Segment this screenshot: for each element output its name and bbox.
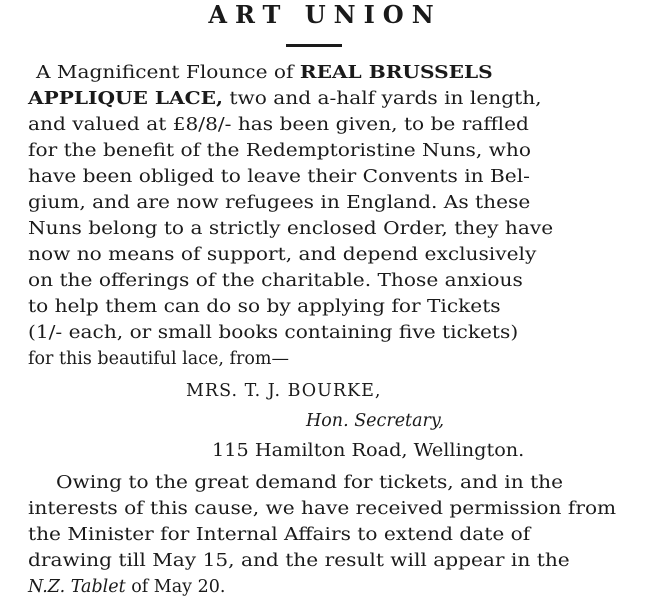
appeal-text: REAL BRUSSELS: [299, 63, 493, 83]
appeal-text: A Magnificent Flounce of: [36, 63, 300, 83]
appeal-line: [28, 348, 289, 370]
contact-role: Hon. Secretary,: [306, 411, 445, 431]
appeal-line: [28, 166, 530, 188]
appeal-text: for this beautiful lace, from—: [28, 349, 289, 369]
appeal-text: for the benefit of the Redemptoristine Nuns, who: [28, 141, 531, 161]
appeal-line: [28, 322, 518, 344]
heading-rule: [286, 44, 342, 47]
appeal-text: have been obliged to leave their Convents in Bel-: [28, 167, 530, 187]
appeal-line: [28, 244, 536, 266]
notice-text: drawing till May 15, and the result will appear in the: [28, 551, 570, 571]
appeal-line: [28, 88, 542, 110]
notice-text: the Minister for Internal Affairs to extend date of: [28, 525, 531, 545]
notice-heading: ART UNION: [208, 0, 442, 29]
appeal-line: [36, 62, 493, 84]
appeal-text: now no means of support, and depend exclusively: [28, 245, 537, 265]
appeal-line: [28, 192, 530, 214]
appeal-line: [28, 296, 501, 318]
notice-line: [28, 576, 225, 598]
notice-line: [28, 550, 570, 572]
notice-text: N.Z. Tablet: [28, 577, 126, 597]
appeal-line: [28, 114, 529, 136]
appeal-text: Nuns belong to a strictly enclosed Order, they have: [28, 219, 554, 239]
notice-text: Owing to the great demand for tickets, and in the: [56, 473, 564, 493]
notice-line: [28, 498, 616, 520]
appeal-line: [28, 218, 553, 240]
appeal-line: [28, 140, 531, 162]
notice-line: [56, 472, 563, 494]
appeal-line: [28, 270, 523, 292]
appeal-text: (1/- each, or small books containing five tickets): [28, 323, 519, 343]
notice-text: of May 20.: [125, 577, 226, 597]
appeal-text: and valued at £8/8/- has been given, to be raffled: [28, 115, 529, 135]
appeal-text: to help them can do so by applying for Tickets: [28, 297, 501, 317]
appeal-text: APPLIQUE LACE,: [28, 89, 224, 109]
notice-line: [28, 524, 530, 546]
contact-name: MRS. T. J. BOURKE,: [186, 381, 382, 401]
contact-address: 115 Hamilton Road, Wellington.: [212, 441, 525, 461]
notice-text: interests of this cause, we have received permission from: [28, 499, 617, 519]
appeal-text: two and a-half yards in length,: [223, 89, 542, 109]
appeal-text: gium, and are now refugees in England. As these: [28, 193, 531, 213]
appeal-text: on the offerings of the charitable. Those anxious: [28, 271, 523, 291]
